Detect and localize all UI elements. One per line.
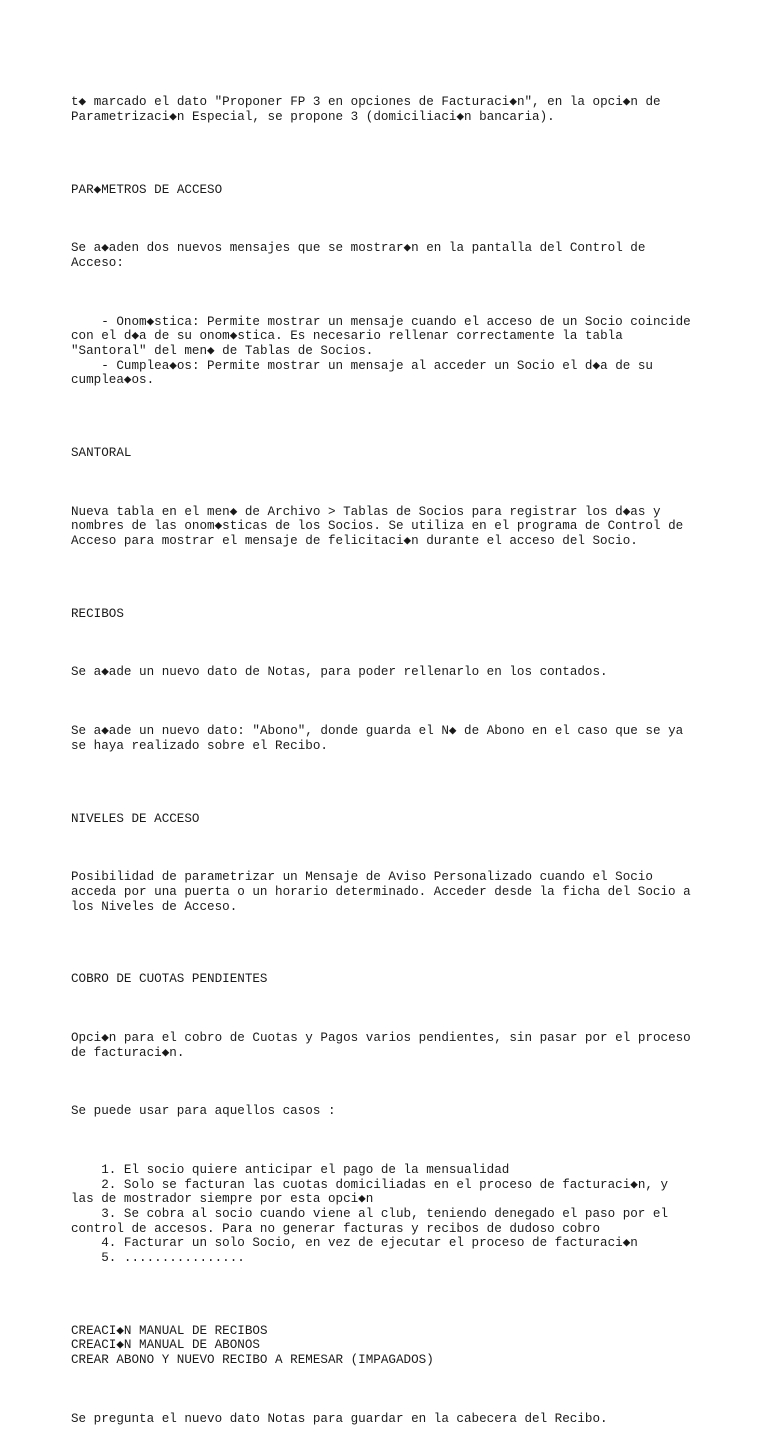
heading-creacion-manual: CREACI◆N MANUAL DE RECIBOS CREACI◆N MANUAL DE ABONOS CREAR ABONO Y NUEVO RECIBO A REMESAR (IMPAGADOS) <box>71 1323 434 1367</box>
paragraph-recibos-notas: Se a◆ade un nuevo dato de Notas, para poder rellenarlo en los contados. <box>71 665 608 680</box>
list-onomastica-cumpleanos: - Onom◆stica: Permite mostrar un mensaje cuando el acceso de un Socio coincide con el d◆a de su onom◆stica. Es necesario rellenar correctamente la tabla "Santoral" del men◆ de Tablas de Socios. - Cumplea◆os: Permite mostrar un mensaje al acceder un Socio el d◆a de su cumplea◆os. <box>71 314 691 388</box>
list-casos: 1. El socio quiere anticipar el pago de la mensualidad 2. Solo se facturan las cuotas domiciliadas en el proceso de facturaci◆n, y las de mostrador siempre por esta opci◆n 3. Se cobra al socio cuando viene al club, teniendo denegado el paso por el control de accesos. Para no generar facturas y recibos de dudoso cobro 4. Facturar un solo Socio, en vez de ejecutar el proceso de facturaci◆n 5. ................ <box>71 1163 669 1265</box>
heading-parametros-acceso: PAR◆METROS DE ACCESO <box>71 182 223 197</box>
heading-recibos: RECIBOS <box>71 606 124 621</box>
paragraph-nuevos-mensajes: Se a◆aden dos nuevos mensajes que se mostrar◆n en la pantalla del Control de Acceso: <box>71 241 646 270</box>
paragraph-notas-cabecera: Se pregunta el nuevo dato Notas para guardar en la cabecera del Recibo. <box>71 1411 608 1426</box>
heading-santoral: SANTORAL <box>71 445 132 460</box>
heading-cobro-cuotas: COBRO DE CUOTAS PENDIENTES <box>71 972 268 987</box>
paragraph-fp3-intro: t◆ marcado el dato "Proponer FP 3 en opciones de Facturaci◆n", en la opci◆n de Parametrizaci◆n Especial, se propone 3 (domiciliaci◆n bancaria). <box>71 95 661 124</box>
paragraph-niveles-acceso: Posibilidad de parametrizar un Mensaje de Aviso Personalizado cuando el Socio acceda por una puerta o un horario determinado. Acceder desde la ficha del Socio a los Niveles de Acceso. <box>71 870 691 914</box>
heading-niveles-acceso: NIVELES DE ACCESO <box>71 811 200 826</box>
paragraph-cobro-cuotas: Opci◆n para el cobro de Cuotas y Pagos varios pendientes, sin pasar por el proceso de facturaci◆n. <box>71 1031 691 1060</box>
paragraph-santoral: Nueva tabla en el men◆ de Archivo > Tablas de Socios para registrar los d◆as y nombres de las onom◆sticas de los Socios. Se utiliza en el programa de Control de Acceso para mostrar el mensaje de felicitaci◆n durante el acceso del Socio. <box>71 504 684 548</box>
paragraph-casos-intro: Se puede usar para aquellos casos : <box>71 1104 336 1119</box>
document-page <box>71 66 711 1441</box>
paragraph-recibos-abono: Se a◆ade un nuevo dato: "Abono", donde guarda el N◆ de Abono en el caso que se ya se haya realizado sobre el Recibo. <box>71 724 684 753</box>
